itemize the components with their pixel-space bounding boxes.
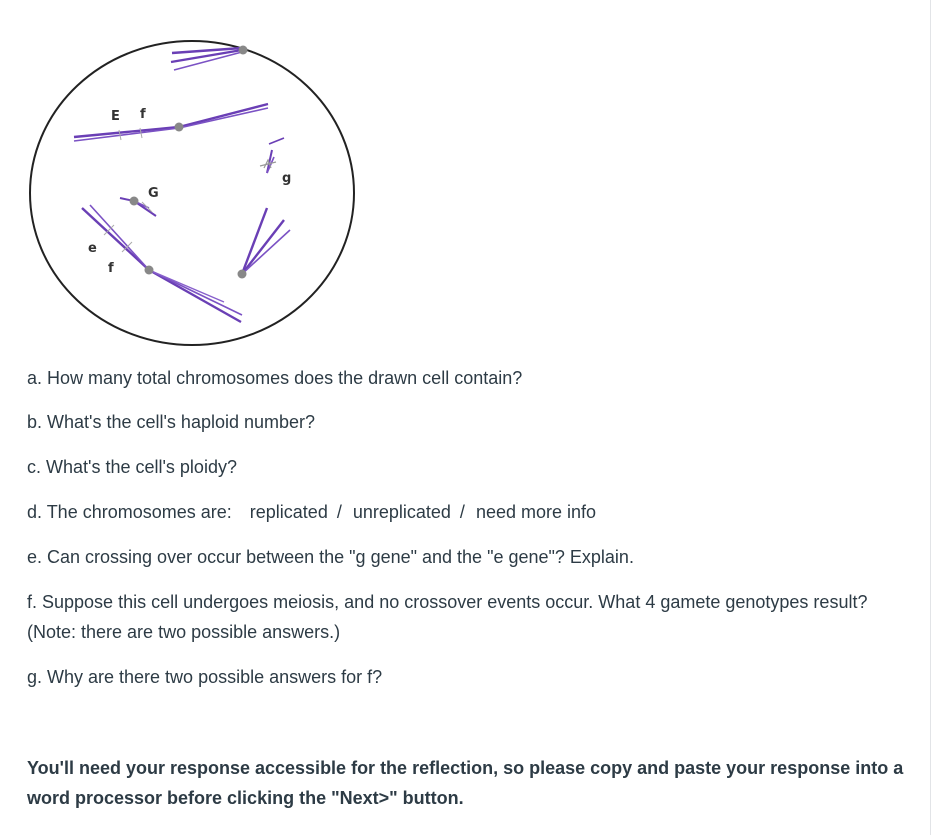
- gene-label-e: e: [88, 241, 97, 256]
- gene-label-f-bottom: f: [108, 261, 114, 276]
- option-separator: /: [336, 502, 342, 522]
- chromosome-diagonal: [82, 205, 242, 322]
- question-g: g. Why are there two possible answers for f?: [27, 667, 383, 687]
- gene-label-G: G: [148, 186, 159, 201]
- question-d: [27, 497, 907, 527]
- question-c: c. What's the cell's ploidy?: [27, 457, 237, 477]
- cell-diagram: [24, 30, 364, 350]
- question-d-prefix: d. The chromosomes are:: [27, 502, 232, 522]
- question-a: a. How many total chromosomes does the drawn cell contain?: [27, 368, 523, 388]
- option-separator: /: [459, 502, 465, 522]
- option-need-more-info: need more info: [475, 502, 597, 522]
- gene-label-E: E: [111, 109, 120, 124]
- chromosome-v: [238, 208, 291, 279]
- chromosome-top: [171, 46, 248, 71]
- reflection-note: You'll need your response accessible for the reflection, so please copy and paste your response into a word processor before clicking the "Next>" button.: [27, 758, 904, 808]
- option-replicated: replicated: [249, 502, 328, 522]
- question-e: e. Can crossing over occur between the "g gene" and the "e gene"? Explain.: [27, 547, 634, 567]
- gene-label-f-top: f: [140, 107, 146, 122]
- page-right-border: [930, 0, 931, 835]
- question-b: b. What's the cell's haploid number?: [27, 412, 316, 432]
- question-f: f. Suppose this cell undergoes meiosis, and no crossover events occur. What 4 gamete genotypes result? (Note: there are two possible answers.): [27, 592, 868, 642]
- gene-label-g: g: [282, 171, 292, 186]
- chromosome-ag: [260, 138, 284, 173]
- option-unreplicated: unreplicated: [352, 502, 451, 522]
- cell-membrane: [30, 41, 354, 345]
- chromosome-long: [74, 104, 268, 141]
